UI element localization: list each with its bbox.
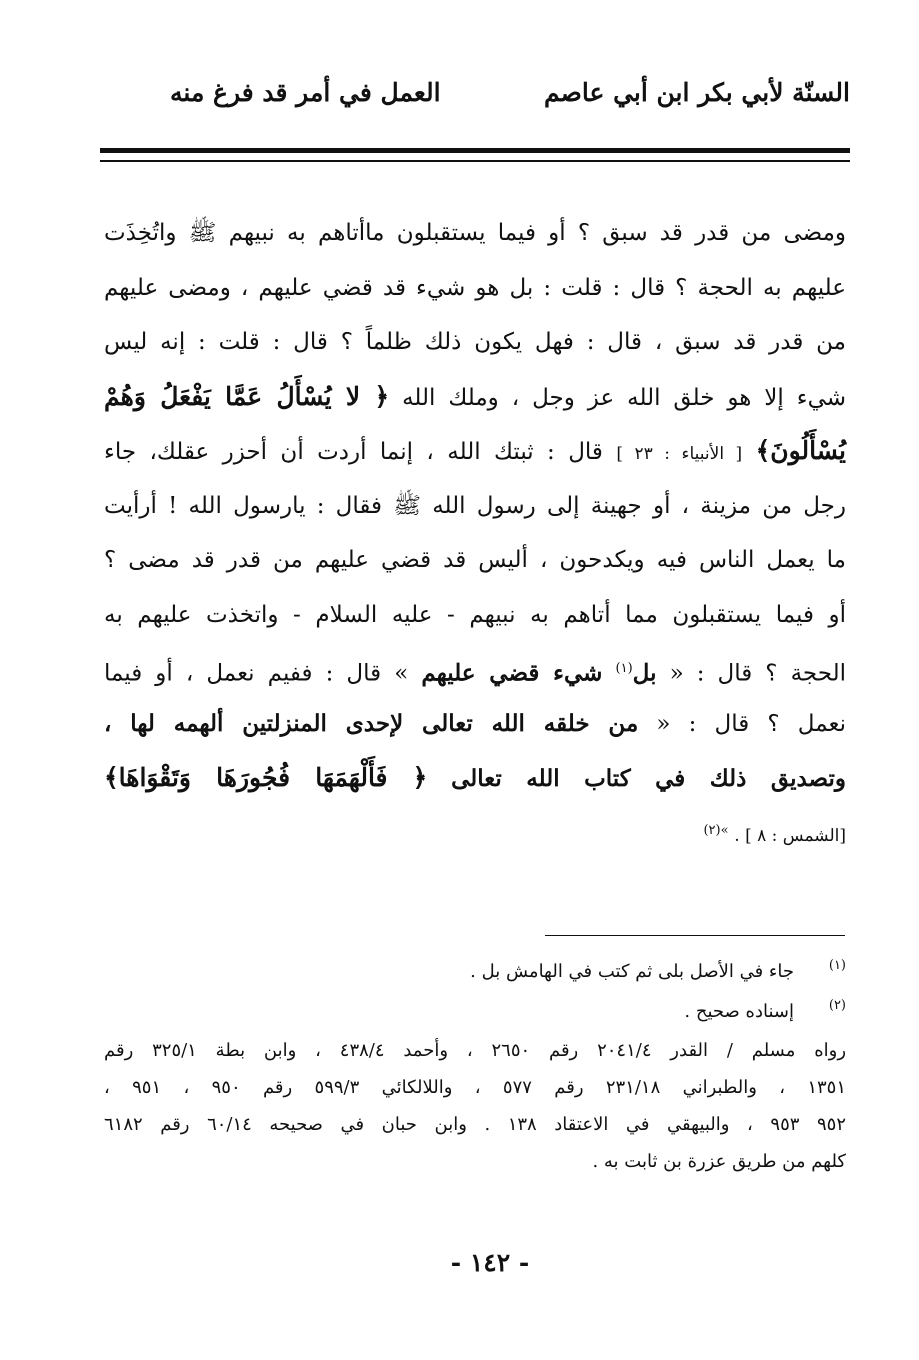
takhrij-line: ٩٥٢ ٩٥٣ ، والبيهقي في الاعتقاد ١٣٨ . وابن حبان في صحيحه ٦٠/١٤ رقم ٦١٨٢: [104, 1114, 846, 1135]
text-segment: قال : ثبتك الله ، إنما أردت أن أحزر عقلك، جاء: [104, 439, 603, 465]
text-segment: شيء إلا هو خلق الله عز وجل ، وملك الله: [402, 384, 847, 411]
text-line: [104, 424, 846, 479]
text-line: ما يعمل الناس فيه ويكدحون ، أليس قد قضي عليهم من قدر قد مضى ؟: [104, 547, 846, 573]
text-line: [104, 697, 846, 752]
hadith-quote: من خلقه الله تعالى لإحدى المنزلتين ألهمه لها ،: [104, 709, 639, 737]
book-title: السنّة لأبي بكر ابن أبي عاصم: [543, 78, 850, 107]
footnote-number: (٢): [828, 998, 846, 1013]
footnote-number: (١): [828, 958, 846, 973]
takhrij-line: رواه مسلم / القدر ٢٠٤١/٤ رقم ٢٦٥٠ ، وأحمد ٤٣٨/٤ ، وابن بطة ٣٢٥/١ رقم: [104, 1040, 847, 1061]
quran-verse: يُسْأَلُونَ﴾: [755, 436, 847, 465]
footnote-separator: [545, 935, 845, 936]
footnote-marker: »(٢): [703, 822, 729, 838]
footnote: [104, 992, 846, 1032]
text-line: عليهم به الحجة ؟ قال : قلت : بل هو شيء قد قضي عليهم ، ومضى عليهم: [104, 274, 846, 301]
text-line: [104, 642, 846, 697]
hadith-quote: بل: [632, 659, 657, 687]
takhrij-line: كلهم من طريق عزرة بن ثابت به .: [592, 1151, 846, 1172]
text-line: [104, 806, 846, 856]
text-segment: الحجة ؟ قال : «: [669, 660, 847, 687]
takhrij-line: ١٣٥١ ، والطبراني ٢٣١/١٨ رقم ٥٧٧ ، واللالكائي ٥٩٩/٣ رقم ٩٥٠ ، ٩٥١ ،: [104, 1077, 847, 1098]
text-line: [104, 370, 846, 425]
footnotes: [104, 952, 846, 1180]
header-rule-thin: [100, 160, 850, 162]
text-line: من قدر قد سبق ، قال : فهل يكون ذلك ظلماً ؟ قال : قلت : إنه ليس: [104, 329, 846, 355]
footnote-text: جاء في الأصل بلى ثم كتب في الهامش بل .: [470, 961, 794, 982]
footnote-marker: (١): [615, 661, 633, 676]
main-text: [104, 206, 846, 856]
text-segment: نعمل ؟ قال : «: [656, 710, 846, 737]
running-header: [100, 78, 850, 118]
text-line: رجل من مزينة ، أو جهينة إلى رسول الله ﷺ فقال : يارسول الله ! أرأيت: [104, 492, 846, 519]
hadith-quote: وتصديق ذلك في كتاب الله تعالى: [451, 765, 846, 792]
text-line: أو فيما يستقبلون مما أتاهم به نبيهم - عليه السلام - واتخذت عليهم به: [104, 601, 846, 628]
text-line: ومضى من قدر قد سبق ؟ أو فيما يستقبلون ماأتاهم به نبيهم ﷺ واتُخِذَت: [104, 220, 846, 246]
chapter-title: العمل في أمر قد فرغ منه: [170, 78, 441, 107]
page-number: - ١٤٢ -: [450, 1248, 530, 1277]
quran-verse: ﴿ فَأَلْهَمَهَا فُجُورَهَا وَتَقْوَاهَا﴾: [104, 763, 428, 792]
header-rule-thick: [100, 148, 850, 153]
text-line: [104, 751, 846, 806]
verse-reference: [ الأنبياء : ٢٣ ]: [616, 444, 743, 464]
quran-verse: ﴿ لا يُسْأَلُ عَمَّا يَفْعَلُ وَهُمْ: [104, 381, 390, 411]
verse-reference: [الشمس : ٨ ] .: [734, 825, 846, 846]
footnote-text: إسناده صحيح .: [684, 1001, 794, 1022]
hadith-quote: شيء قضي عليهم: [421, 659, 603, 687]
footnote: [104, 952, 846, 992]
text-segment: » قال : ففيم نعمل ، أو فيما: [104, 660, 409, 687]
